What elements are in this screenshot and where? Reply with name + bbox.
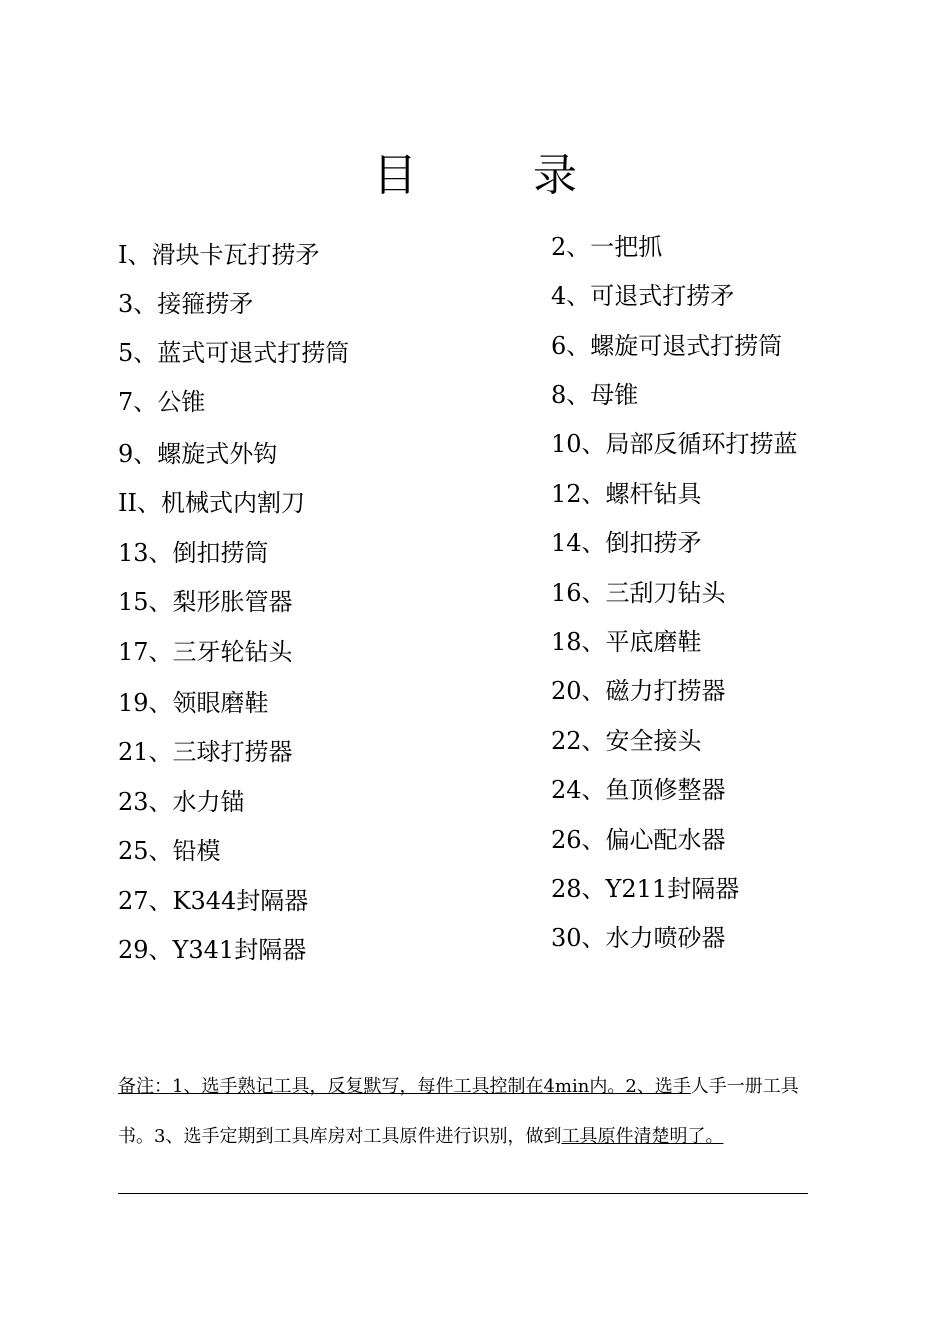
toc-item: 28、Y211封隔器 — [551, 875, 740, 903]
toc-item: 12、螺杆钻具 — [551, 480, 702, 508]
toc-item: 18、平底磨鞋 — [551, 628, 702, 656]
toc-item: 17、三牙轮钻头 — [118, 638, 293, 666]
toc-item: 2、一把抓 — [551, 233, 663, 261]
page-title: 目 录 — [373, 150, 613, 201]
toc-item: 9、螺旋式外钩 — [118, 440, 278, 468]
remarks-underlined-end: 工具原件清楚明了。 — [561, 1126, 724, 1147]
toc-item: 15、梨形胀管器 — [118, 588, 293, 616]
toc-item: 24、鱼顶修整器 — [551, 776, 726, 804]
remarks-note — [118, 1062, 808, 1162]
remarks-body: 人手一册工具书。3、选手定期到工具库房对工具原件进行识别，做到 — [118, 1076, 799, 1147]
toc-item: II、机械式内割刀 — [118, 489, 305, 517]
toc-item: 10、局部反循环打捞蓝 — [551, 430, 798, 458]
toc-item: 23、水力锚 — [118, 788, 245, 816]
toc-item: I、滑块卡瓦打捞矛 — [118, 241, 320, 269]
toc-item: 13、倒扣捞筒 — [118, 539, 269, 567]
toc-item: 16、三刮刀钻头 — [551, 579, 726, 607]
toc-item: 27、K344封隔器 — [118, 887, 309, 915]
toc-item: 21、三球打捞器 — [118, 738, 293, 766]
remarks-bottom-rule — [118, 1193, 808, 1194]
toc-item: 25、铅模 — [118, 837, 221, 865]
toc-item: 5、蓝式可退式打捞筒 — [118, 339, 350, 367]
toc-item: 4、可退式打捞矛 — [551, 282, 735, 310]
remarks-underlined-start: 备注：1、选手熟记工具，反复默写，每件工具控制在4min内。2、选手 — [118, 1076, 691, 1097]
toc-item: 22、安全接头 — [551, 727, 702, 755]
toc-item: 6、螺旋可退式打捞筒 — [551, 332, 783, 360]
toc-item: 26、偏心配水器 — [551, 826, 726, 854]
toc-item: 29、Y341封隔器 — [118, 936, 307, 964]
toc-item: 3、接箍捞矛 — [118, 290, 254, 318]
toc-item: 19、领眼磨鞋 — [118, 689, 269, 717]
toc-item: 30、水力喷砂器 — [551, 924, 726, 952]
toc-item: 20、磁力打捞器 — [551, 677, 726, 705]
toc-item: 14、倒扣捞矛 — [551, 529, 702, 557]
toc-item: 7、公锥 — [118, 388, 206, 416]
toc-item: 8、母锥 — [551, 381, 639, 409]
